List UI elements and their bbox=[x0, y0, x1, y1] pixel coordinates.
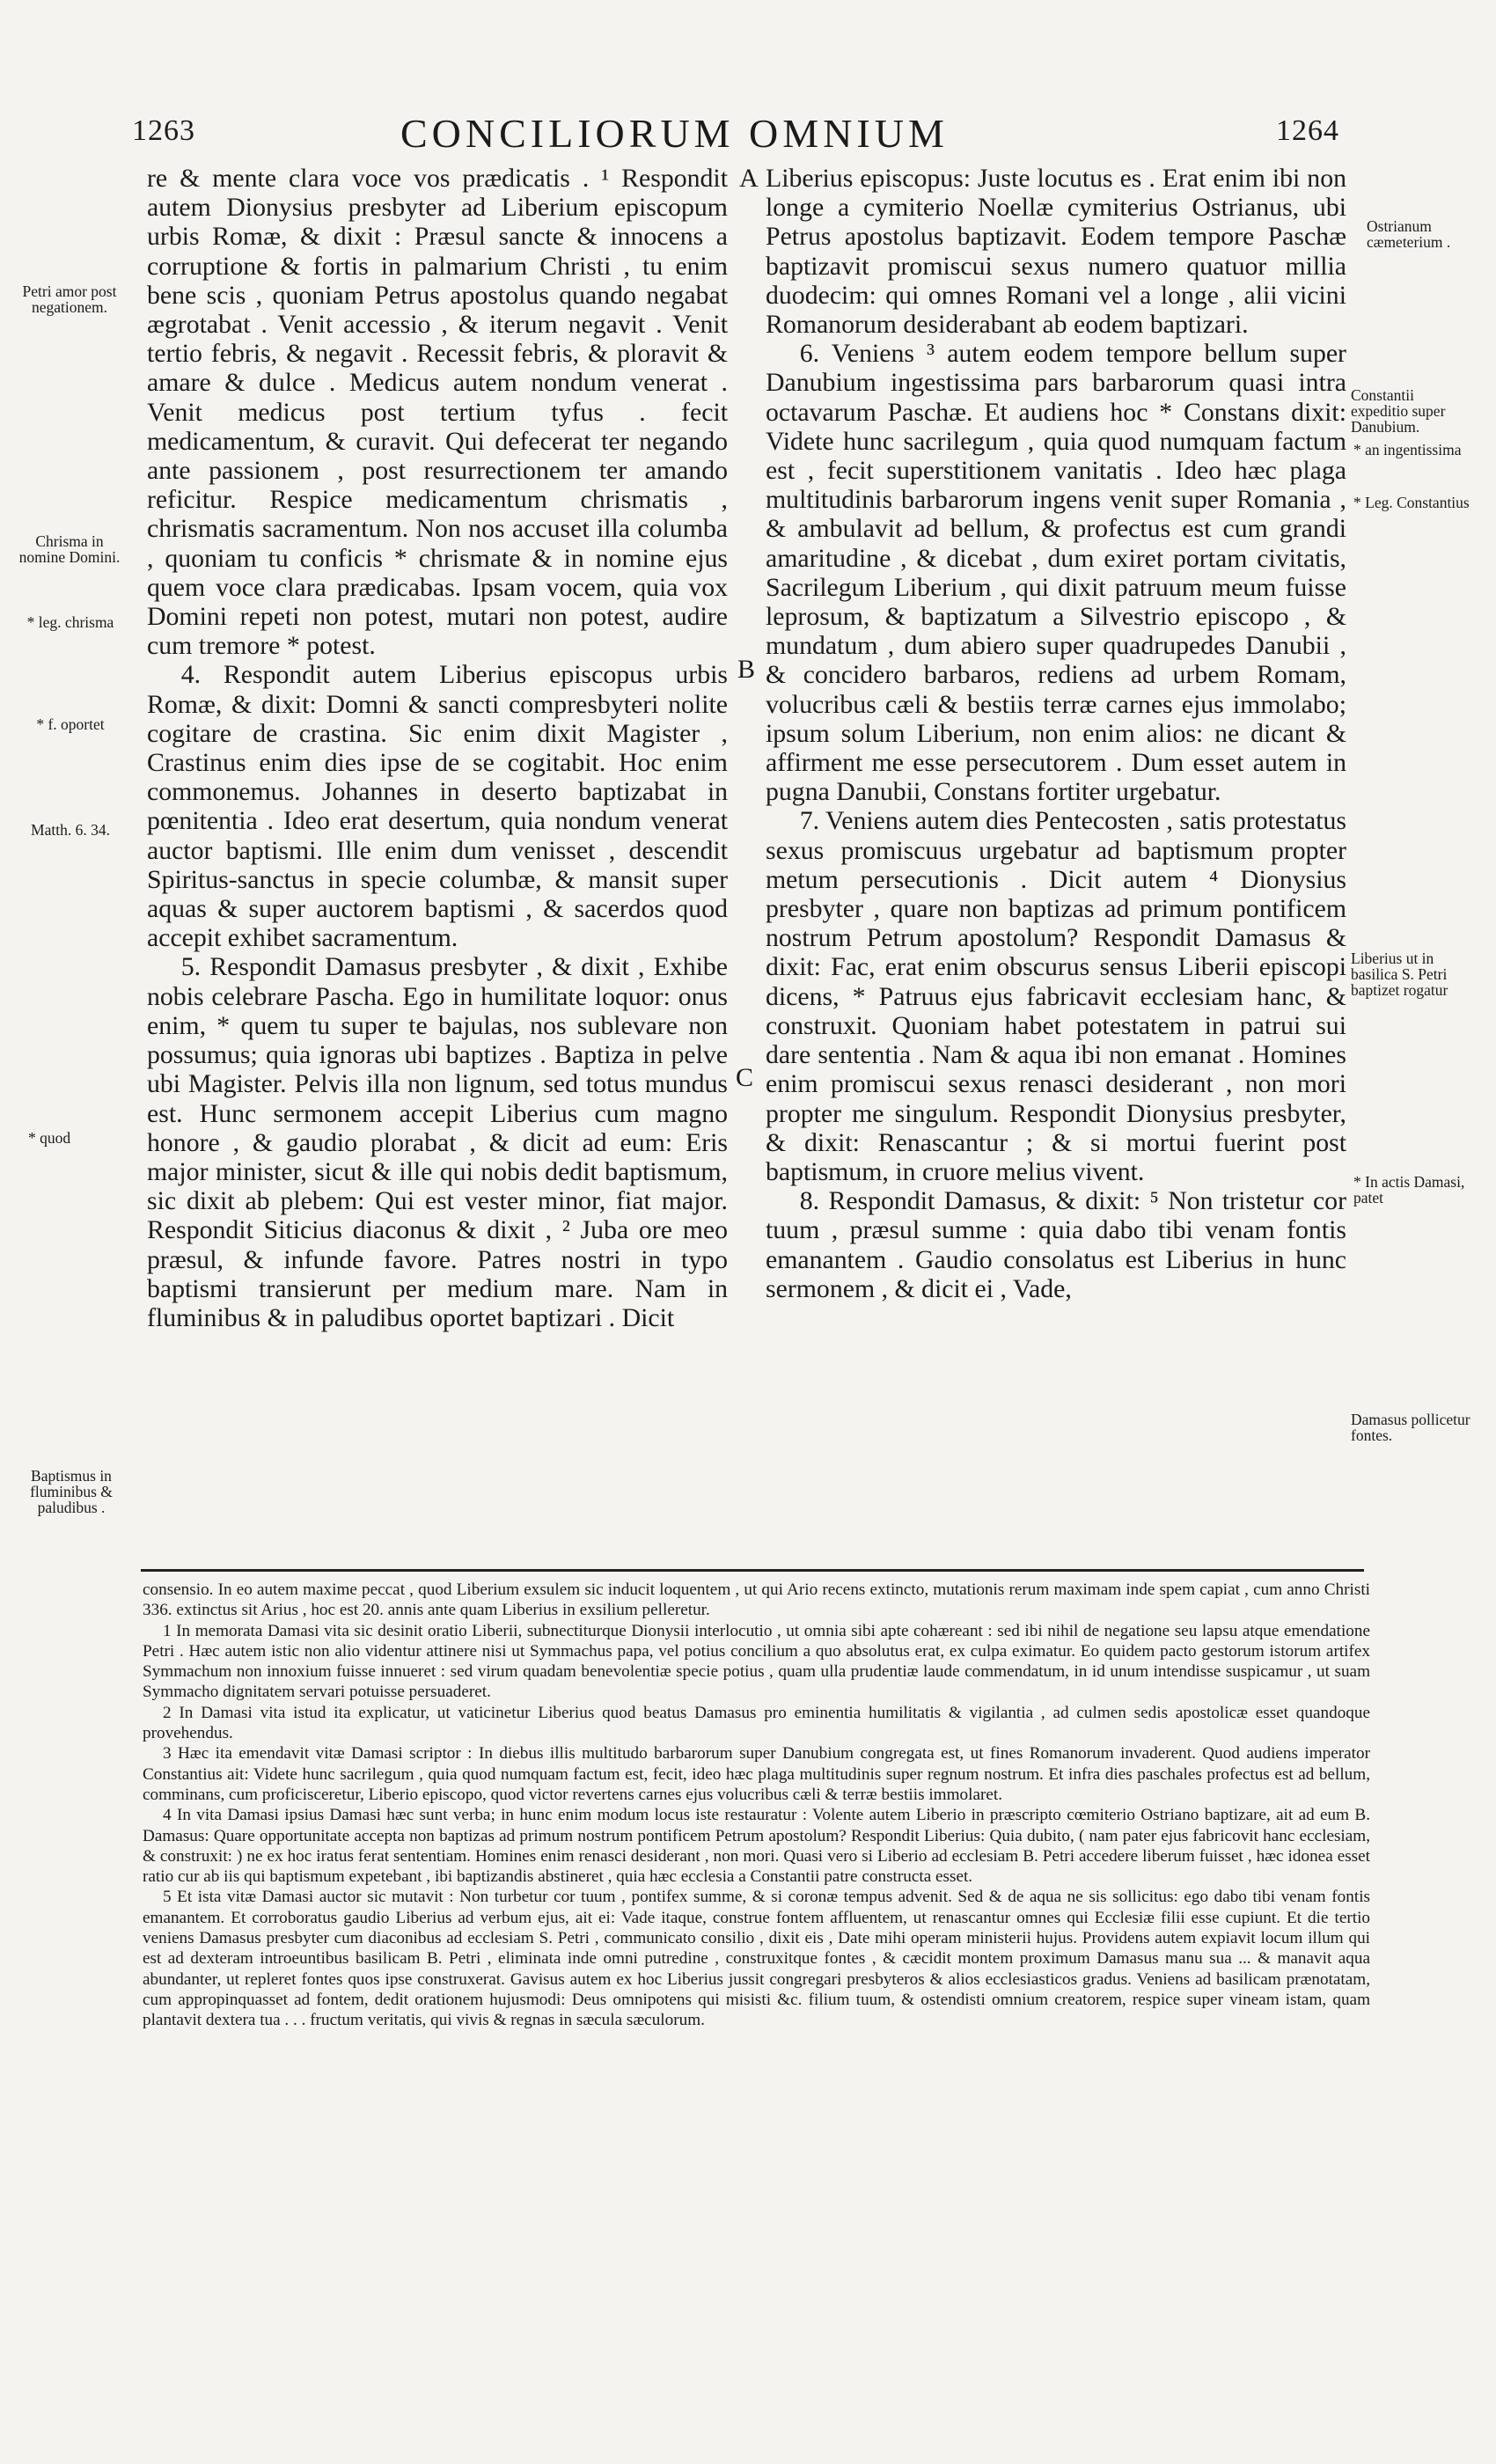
footnote: 5 Et ista vitæ Damasi auctor sic mutavit : Non turbetur cor tuum , pontifex summe, & si coronæ tempus advenit. Sed & de aqua ne sis sollicitus: ego dabo tibi venam fontis emanantem. Et corroboratus gaudio Liberius ad verbum ejus, ait ei: Vade itaque, construe fontem affluentem, ut renascantur omnes qui Ecclesiæ filii esse cupiunt. Et die tertio veniens Damasus presbyter cum diaconibus ad ecclesiam S. Petri , communicato consilio , dixit eis , Date mihi operam ministerii hujus. Providens autem expiavit locum illum qui est ad dexteram introeuntibus basilicam B. Petri , eliminata inde omni putredine , construxitque fontes , & cæcidit montem proximum Damasus manu sua ... & manavit aqua abundanter, ut repleret fontes quos ipse construxerat. Gavisus autem ex hoc Liberius jussit congregari presbyteros & alios ecclesiasticos gradus. Veniens ad basilicam prænotatam, cum appropinquasset ad fontem, dedit orationem hujusmodi: Deus omnipotens qui misisti &c. filium tuum, & ostendisti omnium creatorem, respice super vineam istam, quam plantavit dextera tua . . . fructum veritatis, qui vivis & regnas in sæcula sæculorum. bbox=[143, 1888, 1370, 2030]
left-margin-note: * quod bbox=[27, 1129, 71, 1147]
right-margin-note: Liberius ut in basilica S. Petri baptizet rogatur bbox=[1351, 950, 1448, 999]
left-margin-note: Baptismus in fluminibus & paludibus . bbox=[30, 1467, 113, 1516]
running-title: CONCILIORUM OMNIUM bbox=[400, 111, 949, 156]
right-paragraph: 7. Veniens autem dies Pentecosten , satis protestatus sexus promiscuus urgebatur ad baptismum propter metum persecutionis . Dicit autem ⁴ Dionysius presbyter , quare non baptizas ad primum pontificem nostrum Petrum apostolum? Respondit Damasus & dixit: Fac, erat enim obscurus sensus Liberii episcopi dicens, * Patruus ejus fabricavit ecclesiam hanc, & construxit. Quoniam habet potestatem in patrui sui dare sententia . Nam & aqua ibi non emanat . Homines enim promiscui sexus renasci desiderant , non mori propter me singulum. Respondit Dionysius presbyter, & dixit: Renascantur ; & si mortui fuerint post baptismum, in cruore melius vivent. bbox=[766, 806, 1346, 1186]
footnote-divider bbox=[141, 1569, 1364, 1572]
left-margin-note: Matth. 6. 34. bbox=[31, 821, 110, 839]
right-margin-note: Ostrianum cæmeterium . bbox=[1367, 217, 1451, 251]
left-text-column bbox=[147, 164, 728, 1332]
footnote: consensio. In eo autem maxime peccat , quod Liberium exsulem sic inducit loquentem , ut qui Ario recens extincto, mutationis rerum maximam inde spem capiat , cum anno Christi 336. extinctus sit Arius , hoc est 20. annis ante quam Liberius in exsilium pelleretur. bbox=[143, 1580, 1370, 1620]
left-margin-note: Petri amor post negationem. bbox=[22, 282, 117, 316]
left-margin-note: * leg. chrisma bbox=[26, 613, 114, 631]
right-page-number: 1264 bbox=[1276, 114, 1339, 147]
footnote: 4 In vita Damasi ipsius Damasi hæc sunt verba; in hunc enim modum locus iste restauratur : Volente autem Liberio in præscripto cœmiterio Ostriano baptizare, ait ad eum B. Damasus: Quare opportunitate accepta non baptizas ad primum nostrum pontificem Petrum apostolum? Respondit Liberius: Quia dubito, ( nam pater ejus fabricovit hanc ecclesiam, & construxit: ) ne ex hoc iratus ferat sententiam. Homines enim renasci desiderant , non mori. Quasi vero si Liberio ad ecclesiam B. Petri accedere liberum fuisset , hæc idonea esset ratio cur ab iis qui baptismum expetebant , ibi baptizandis abstineret , quia hæc ecclesia a Constantii patre constructa esset. bbox=[143, 1806, 1370, 1887]
left-paragraph: re & mente clara voce vos prædicatis . ¹ Respondit autem Dionysius presbyter ad Liberium episcopum urbis Romæ, & dixit : Præsul sancte & innocens a corruptione & fortis in palmarium Christi , tu enim bene scis , quoniam Petrus apostolus quando negabat ægrotabat . Venit accessio , & iterum negavit . Venit tertio febris, & negavit . Recessit febris, & ploravit & amare & dulce . Medicus autem nondum venerat . Venit medicus post tertium tyfus . fecit medicamentum, & curavit. Qui defecerat ter negando ante passionem , post resurrectionem ter amando reficitur. Respice medicamentum chrismatis , chrismatis sacramentum. Non nos accuset illa columba , quoniam tu conficis * chrismate & in nomine ejus quem voce clara prædicabas. Ipsam vocem, quia vox Domini repeti non potest, mutari non potest, audire cum tremore * potest. bbox=[147, 164, 728, 661]
footnote: 1 In memorata Damasi vita sic desinit oratio Liberii, subnectiturque Dionysii interlocutio , ut omnia sibi apte cohæreant : sed ibi nihil de negatione seu lapsu atque emendatione Petri . Hæc autem istic non alio videntur attinere nisi ut Symmachus papa, vel potius concilium a quo absolutus erat, ex culpa eximatur. Eo quidem pacto gestorum istorum artifex Symmachum non innoxium fuisse innueret : sed virum quadam benevolentiæ specie potius , quam ulla prudentiæ laude commendatum, in id unum intendisse suspicamur , ut suam Symmacho dignitatem servari potuisse persuaderet. bbox=[143, 1621, 1370, 1702]
right-margin-note: * Leg. Constantius bbox=[1353, 494, 1470, 511]
footnote: 3 Hæc ita emendavit vitæ Damasi scriptor : In diebus illis multitudo barbarorum super Danubium congregata est, ut fines Romanorum invaderent. Quod audiens imperator Constantius ait: Videte hunc sacrilegum , quia quod numquam factum est, fecit, ideo hæc plaga multitudinis super regnum nostrum. Et infra dies paschales profectus est ad bellum, comminans, cum proficisceretur, Liberio episcopo, quod victor revertens carnes ejus volucribus cæli & terræ bestiis immolaret. bbox=[143, 1744, 1370, 1804]
right-paragraph: 6. Veniens ³ autem eodem tempore bellum super Danubium ingestissima pars barbarorum quasi intra octavarum Paschæ. Et audiens hoc * Constans dixit: Videte hunc sacrilegum , quia quod numquam factum est , fecit superstitionem vanitatis . Ideo hæc plaga multitudinis barbarorum ingens venit super Romania , & ambulavit ad bellum, & profectus est cum grandi amaritudine , & dicebat , dum exiret portam civitatis, Sacrilegum Liberium , qui dixit patruum meum fuisse leprosum, & baptizatum a Silvestrio episcopo , & mundatum , dum abiero super quadrupedes Danubii , & concidero barbaros, rediens ad urbem Romam, volucribus cæli & bestiis terræ carnes ejus immolabo; ipsum solum Liberium, non enim alios: ne dicant & affirment me esse persecutorem . Dum esset autem in pugna Danubii, Constans fortiter urgebatur. bbox=[766, 339, 1346, 807]
section-marker-c: C bbox=[736, 1063, 754, 1092]
section-marker-a: A bbox=[739, 164, 759, 193]
right-margin-note: * In actis Damasi, patet bbox=[1353, 1173, 1465, 1206]
footnotes bbox=[143, 1580, 1370, 2031]
left-paragraph: 4. Respondit autem Liberius episcopus urbis Romæ, & dixit: Domni & sancti compresbyteri nolite cogitare de crastina. Sic enim dixit Magister , Crastinus enim dies ipse de se cogitabit. Hoc enim commonemus. Johannes in deserto baptizabat in pœnitentia . Ideo erat desertum, quia nondum venerat auctor baptismi. Ille enim dum venisset , descendit Spiritus-sanctus in specie columbæ, & mansit super aquas & super auctorem baptismi , & sacerdos quod accepit exhibet sacramentum. bbox=[147, 660, 728, 953]
footnote: 2 In Damasi vita istud ita explicatur, ut vaticinetur Liberius quod beatus Damasus pro eminentia humilitatis & vigilantia , ad culmen sedis apostolicæ esset quandoque provehendus. bbox=[143, 1703, 1370, 1743]
right-text-column bbox=[766, 164, 1346, 1303]
right-margin-note: Damasus pollicetur fontes. bbox=[1351, 1411, 1470, 1444]
right-margin-note: Constantii expeditio super Danubium. bbox=[1351, 386, 1446, 436]
left-paragraph: 5. Respondit Damasus presbyter , & dixit , Exhibe nobis celebrare Pascha. Ego in humilitate loquor: onus enim, * quem tu super te bajulas, nos sublevare non possumus; quia ignoras ubi baptizes . Baptiza in pelve ubi Magister. Pelvis illa non lignum, sed totus mundus est. Hunc sermonem accepit Liberius cum magno honore , & gaudio plorabat , & dicit ad eum: Eris major minister, sicut & ille qui nobis dedit baptismum, sic dixit ab plebem: Qui est vester minor, fiat major. Respondit Siticius diaconus & dixit , ² Juba ore meo præsul, & infunde favore. Patres nostri in typo baptismi transierunt per medium mare. Nam in fluminibus & in paludibus oportet baptizari . Dicit bbox=[147, 952, 728, 1332]
right-margin-note: * an ingentissima bbox=[1353, 441, 1462, 458]
left-page-number: 1263 bbox=[132, 114, 195, 147]
left-margin-note: Chrisma in nomine Domini. bbox=[18, 532, 121, 566]
right-paragraph: Liberius episcopus: Juste locutus es . Erat enim ibi non longe a cymiterio Noellæ cymiterius Ostrianus, ubi Petrus apostolus baptizavit. Eodem tempore Paschæ baptizavit promiscui sexus numero quatuor millia duodecim: qui omnes Romani vel a longe , alii vicini Romanorum desiderabant ab eodem baptizari. bbox=[766, 164, 1346, 340]
section-marker-b: B bbox=[737, 655, 756, 684]
right-paragraph: 8. Respondit Damasus, & dixit: ⁵ Non tristetur cor tuum , præsul summe : quia dabo tibi venam fontis emanantem . Gaudio consolatus est Liberius in hunc sermonem , & dicit ei , Vade, bbox=[766, 1186, 1346, 1303]
left-margin-note: * f. oportet bbox=[36, 715, 105, 733]
